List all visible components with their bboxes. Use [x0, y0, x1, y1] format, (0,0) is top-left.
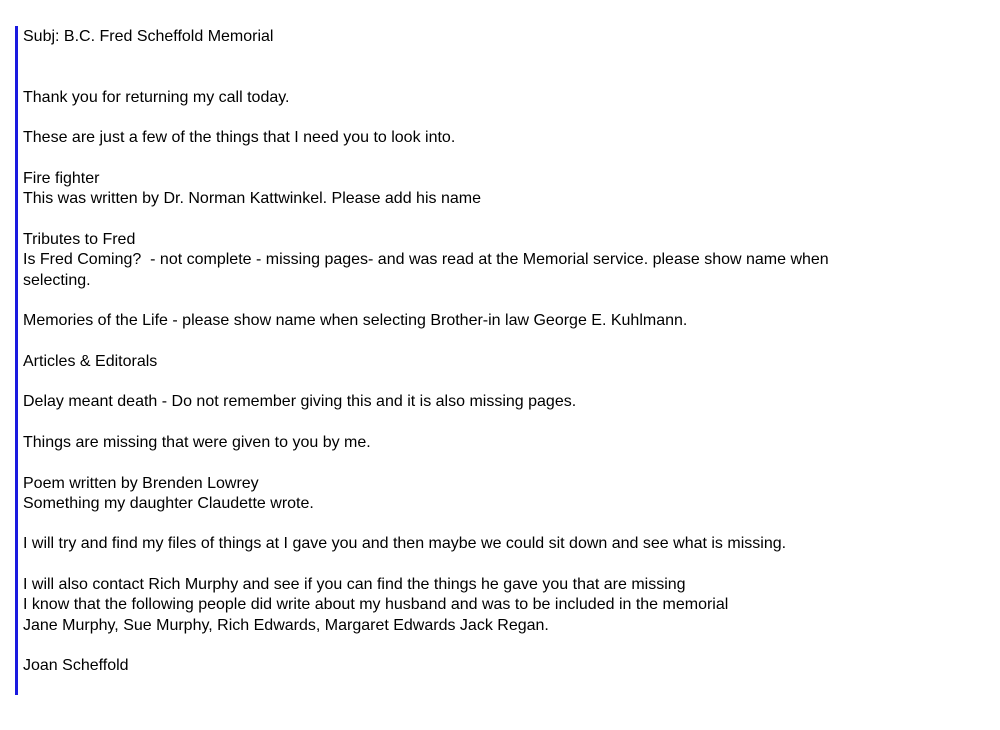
body-line: I know that the following people did write about my husband and was to be included in the memorial: [23, 596, 729, 614]
email-body: [23, 27, 893, 677]
body-line: Delay meant death - Do not remember giving this and it is also missing pages.: [23, 393, 577, 411]
body-line: Tributes to Fred: [23, 230, 136, 248]
body-line: [23, 453, 893, 473]
body-line: [23, 413, 893, 433]
body-line: [23, 108, 893, 128]
body-line: Poem written by Brenden Lowrey: [23, 474, 259, 492]
body-line: [23, 331, 893, 351]
body-line: [23, 636, 893, 656]
body-line: Articles & Editorals: [23, 352, 158, 370]
body-line: This was written by Dr. Norman Kattwinkel. Please add his name: [23, 190, 481, 208]
body-line: I will also contact Rich Murphy and see if you can find the things he gave you that are missing: [23, 576, 686, 594]
body-line: [23, 210, 893, 230]
body-line: [23, 555, 893, 575]
quote-bar: [15, 26, 18, 695]
body-line: [23, 149, 893, 169]
signature: Joan Scheffold: [23, 657, 129, 675]
body-line: These are just a few of the things that I need you to look into.: [23, 129, 456, 147]
body-line: Fire fighter: [23, 170, 100, 188]
email-subject: Subj: B.C. Fred Scheffold Memorial: [23, 28, 274, 45]
body-line: [23, 372, 893, 392]
body-line: Memories of the Life - please show name when selecting Brother-in law George E. Kuhlmann.: [23, 312, 688, 330]
body-line: Things are missing that were given to you by me.: [23, 433, 371, 451]
body-line: Jane Murphy, Sue Murphy, Rich Edwards, Margaret Edwards Jack Regan.: [23, 616, 549, 634]
body-line: [23, 514, 893, 534]
body-line: Something my daughter Claudette wrote.: [23, 494, 314, 512]
body-line: Is Fred Coming? - not complete - missing pages- and was read at the Memorial service. please show name when selecting.: [23, 251, 834, 289]
body-line: [23, 291, 893, 311]
body-line: Thank you for returning my call today.: [23, 88, 290, 106]
body-line: I will try and find my files of things at I gave you and then maybe we could sit down and see what is missing.: [23, 535, 787, 553]
